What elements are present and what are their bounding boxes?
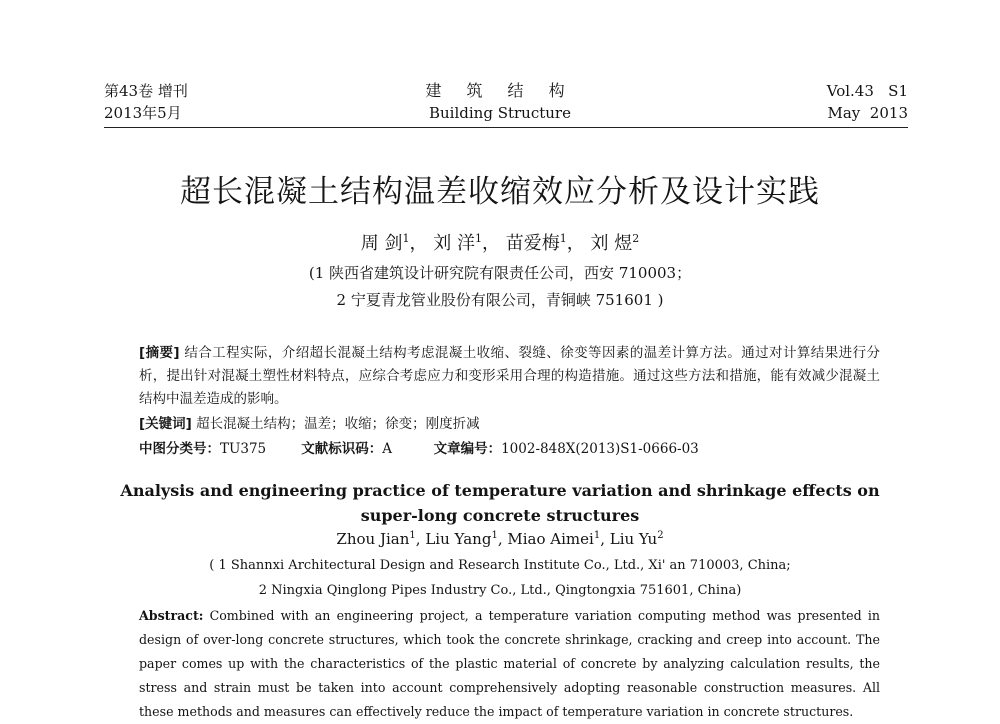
author-en-2: Liu Yang$^1$ xyxy=(425,530,498,548)
classification-row xyxy=(139,439,880,459)
author-en-1: Zhou Jian$^1$ xyxy=(336,530,416,548)
header-date-zh: 2013年5月 xyxy=(104,104,182,122)
header-volume-en xyxy=(827,80,908,124)
affiliation-en-1: ( 1 Shannxi Architectural Design and Research Institute Co., Ltd., Xi' an 710003, China; xyxy=(209,558,791,573)
affiliation-zh-1: (1 陕西省建筑设计研究院有限责任公司，西安 710003； xyxy=(308,264,692,282)
journal-name-zh: 建 筑 结 构 xyxy=(425,81,575,100)
header-rule xyxy=(104,127,908,128)
abstract-en-label: Abstract: xyxy=(139,608,204,623)
header-date-en: May 2013 xyxy=(827,104,908,122)
author-zh-3: 苗爱梅$^1$ xyxy=(505,232,567,254)
authors-zh: 周 剑$^1$， 刘 洋$^1$， 苗爱梅$^1$， 刘 煜$^2$ xyxy=(360,232,640,254)
document-code: 文献标识码：A xyxy=(301,441,393,457)
author-zh-1: 周 剑$^1$ xyxy=(360,232,410,254)
abstract-en-text: Combined with an engineering project, a temperature variation computing method was presented in design of over-long concrete structures, which took the concrete shrinkage, cracking and creep into account. The paper comes up with the characteristics of the plastic material of concrete by analyzing calculation results, the stress and strain must be taken into account comprehensively adopting reasonable construction measures. All these methods and measures can effectively reduce the impact of temperature variation in concrete structures. xyxy=(139,608,880,719)
keywords-zh-label: [关键词] xyxy=(139,416,192,432)
affiliation-zh-2: 2 宁夏青龙管业股份有限公司，青铜峡 751601 ) xyxy=(336,291,664,309)
paper-title-en-line1: Analysis and engineering practice of temperature variation and shrinkage effects on xyxy=(120,481,880,500)
affiliation-en-2: 2 Ningxia Qinglong Pipes Industry Co., Ltd., Qingtongxia 751601, China) xyxy=(258,583,742,598)
abstract-zh-text: 结合工程实际，介绍超长混凝土结构考虑混凝土收缩、裂缝、徐变等因素的温差计算方法。通过对计算结果进行分析，提出针对混凝土塑性材料特点，应综合考虑应力和变形采用合理的构造措施。通过这些方法和措施，能有效减少混凝土结构中温差造成的影响。 xyxy=(139,345,880,407)
journal-name-en: Building Structure xyxy=(429,104,571,122)
abstract-zh xyxy=(139,342,880,411)
author-zh-4: 刘 煜$^2$ xyxy=(590,232,640,254)
keywords-zh xyxy=(139,414,480,434)
paper-title-en-line2: super-long concrete structures xyxy=(360,506,640,525)
author-en-3: Miao Aimei$^1$ xyxy=(507,530,601,548)
abstract-zh-label: [摘要] xyxy=(139,345,180,361)
author-en-4: Liu Yu$^2$ xyxy=(609,530,664,548)
header-volume-issue: 第43卷 增刊 xyxy=(104,82,188,100)
author-zh-2: 刘 洋$^1$ xyxy=(433,232,482,254)
authors-en: Zhou Jian$^1$, Liu Yang$^1$, Miao Aimei$^1$, Liu Yu$^2$ xyxy=(336,530,664,548)
header-vol-en: Vol.43 S1 xyxy=(826,82,908,100)
keywords-zh-text: 超长混凝土结构；温差；收缩；徐变；刚度折减 xyxy=(196,416,480,432)
article-number: 文章编号：1002-848X(2013)S1-0666-03 xyxy=(433,441,699,457)
clc-number: 中图分类号：TU375 xyxy=(139,441,267,457)
abstract-en xyxy=(139,604,880,724)
paper-title-zh: 超长混凝土结构温差收缩效应分析及设计实践 xyxy=(180,174,820,210)
